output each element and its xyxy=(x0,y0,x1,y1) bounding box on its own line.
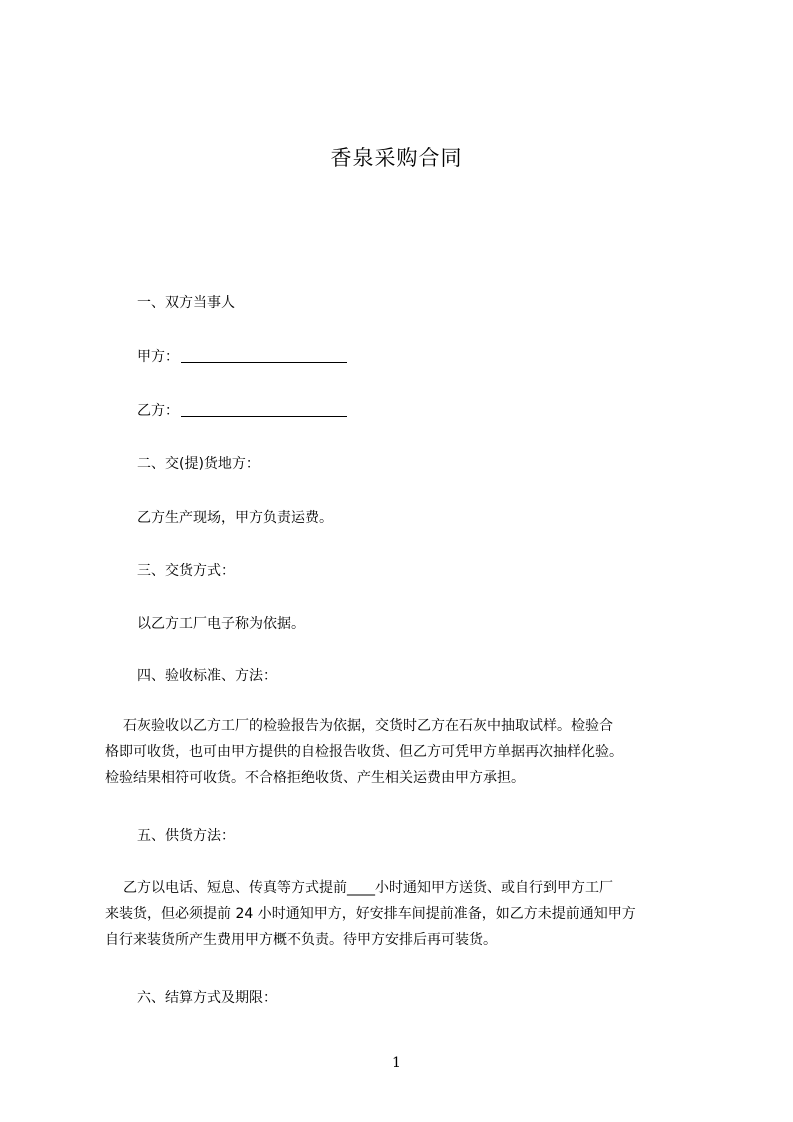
party-b-label: 乙方： xyxy=(137,403,179,419)
party-b-line xyxy=(137,400,347,420)
section-4-paragraph xyxy=(105,713,698,791)
paragraph-line: 来装货，但必须提前 24 小时通知甲方，好安排车间提前准备，如乙方未提前通知甲方 xyxy=(105,906,636,922)
section-1-heading: 一、双方当事人 xyxy=(137,295,235,311)
section-3-text: 以乙方工厂电子称为依据。 xyxy=(137,616,305,632)
section-5-paragraph xyxy=(105,875,698,953)
section-2-heading: 二、交(提)货地方： xyxy=(137,456,260,472)
section-3-heading: 三、交货方式： xyxy=(137,563,235,579)
paragraph-line: 自行来装货所产生费用甲方概不负责。待甲方安排后再可装货。 xyxy=(105,932,497,948)
party-a-blank xyxy=(181,348,347,363)
document-title: 香泉采购合同 xyxy=(330,146,463,170)
party-a-label: 甲方： xyxy=(137,349,179,365)
paragraph-line: 乙方以电话、短息、传真等方式提前____小时通知甲方送货、或自行到甲方工厂 xyxy=(109,880,613,896)
section-2-text: 乙方生产现场，甲方负责运费。 xyxy=(137,510,333,526)
paragraph-line: 检验结果相符可收货。不合格拒绝收货、产生相关运费由甲方承担。 xyxy=(105,770,525,786)
paragraph-line: 石灰验收以乙方工厂的检验报告为依据，交货时乙方在石灰中抽取试样。检验合 xyxy=(109,718,613,734)
paragraph-line: 格即可收货，也可由甲方提供的自检报告收货、但乙方可凭甲方单据再次抽样化验。 xyxy=(105,744,623,760)
page-number: 1 xyxy=(392,1055,401,1071)
section-4-heading: 四、验收标准、方法： xyxy=(137,668,277,684)
section-5-heading: 五、供货方法： xyxy=(137,828,235,844)
section-6-heading: 六、结算方式及期限： xyxy=(137,990,277,1006)
party-a-line xyxy=(137,346,347,366)
party-b-blank xyxy=(181,402,347,417)
